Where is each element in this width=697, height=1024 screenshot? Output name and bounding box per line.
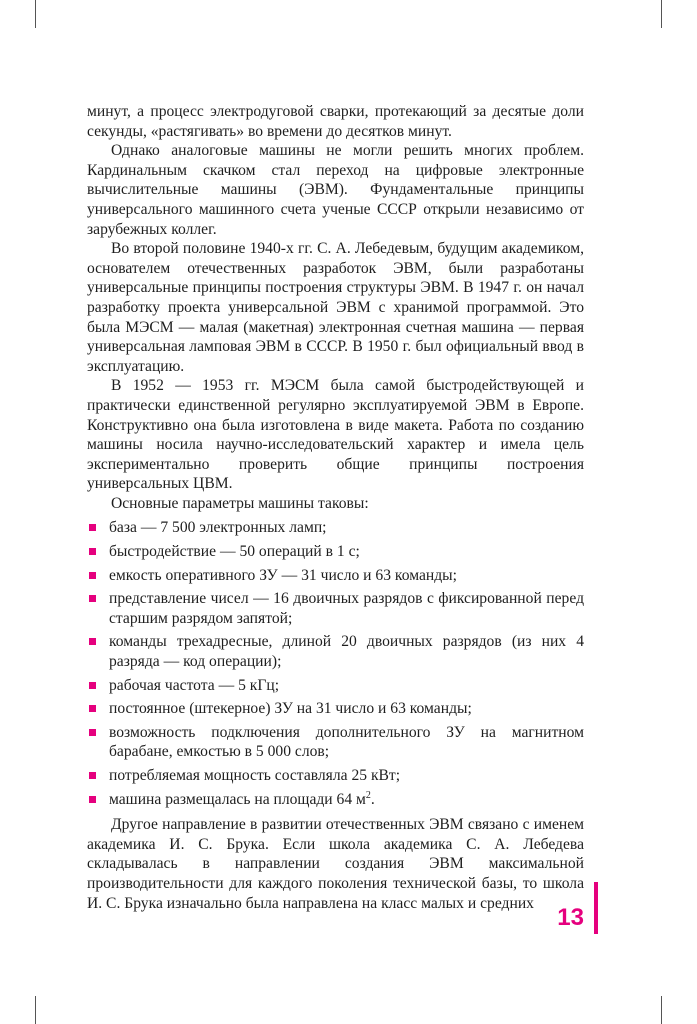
list-item: команды трехадресные, длиной 20 двоичных разрядов (из них 4 разряда — код операции); xyxy=(87,632,584,671)
page-body xyxy=(87,102,584,913)
page-number: 13 xyxy=(557,904,584,931)
list-item-end: . xyxy=(370,790,375,808)
list-item: база — 7 500 электронных ламп; xyxy=(87,518,584,538)
paragraph: минут, а процесс электродуговой сварки, протекающий за десятые доли секунды, «растягивать» во времени до десятков минут. xyxy=(87,103,584,140)
page-number-bar xyxy=(594,882,598,934)
list-item-text: машина размещалась на площади 64 м xyxy=(109,790,366,808)
list-item: представление чисел — 16 двоичных разрядов с фиксированной перед старшим разрядом запятой; xyxy=(87,589,584,628)
list-item: потребляемая мощность составляла 25 кВт; xyxy=(87,766,584,786)
list-item: постоянное (штекерное) ЗУ на 31 число и 63 команды; xyxy=(87,699,584,719)
paragraph: В 1952 — 1953 гг. МЭСМ была самой быстродействующей и практически единственной регулярно эксплуатируемой ЭВМ в Европе. Конструктивно она была изготовлена в виде макета. Работа по созданию машины носила научно-исследовательский характер и имела цель экспериментально проверить общие принципы построения универсальных ЦВМ. xyxy=(87,377,584,493)
crop-mark-bottom-left xyxy=(35,996,36,1024)
crop-mark-top-left xyxy=(35,0,36,28)
list-item: возможность подключения дополнительного ЗУ на магнитном барабане, емкостью в 5 000 слов; xyxy=(87,723,584,762)
paragraph: Во второй половине 1940-х гг. С. А. Лебедевым, будущим академиком, основателем отечественных разработок ЭВМ, были разработаны универсальные принципы построения структуры ЭВМ. В 1947 г. он начал разработку проекта универсальной ЭВМ с хранимой программой. Это была МЭСМ — малая (макетная) электронная счетная машина — первая универсальная ламповая ЭВМ в СССР. В 1950 г. был официальный ввод в эксплуатацию. xyxy=(87,240,584,375)
superscript: 2 xyxy=(365,789,371,801)
list-item xyxy=(87,790,584,810)
parameter-list xyxy=(87,518,584,809)
list-item: быстродействие — 50 операций в 1 с; xyxy=(87,542,584,562)
list-item: емкость оперативного ЗУ — 31 число и 63 команды; xyxy=(87,566,584,586)
crop-mark-top-right xyxy=(661,0,662,28)
paragraph: Однако аналоговые машины не могли решить многих проблем. Кардинальным скачком стал переход на цифровые электронные вычислительные машины (ЭВМ). Фундаментальные принципы универсального машинного счета ученые СССР открыли независимо от зарубежных коллег. xyxy=(87,142,584,238)
list-item: рабочая частота — 5 кГц; xyxy=(87,676,584,696)
list-intro: Основные параметры машины таковы: xyxy=(111,494,369,512)
crop-mark-bottom-right xyxy=(661,996,662,1024)
paragraph: Другое направление в развитии отечественных ЭВМ связано с именем академика И. С. Брука. Если школа академика С. А. Лебедева складывалась в направлении создания ЭВМ максимальной производительности для каждого поколения технической базы, то школа И. С. Брука изначально была направлена на класс малых и средних xyxy=(87,816,584,912)
